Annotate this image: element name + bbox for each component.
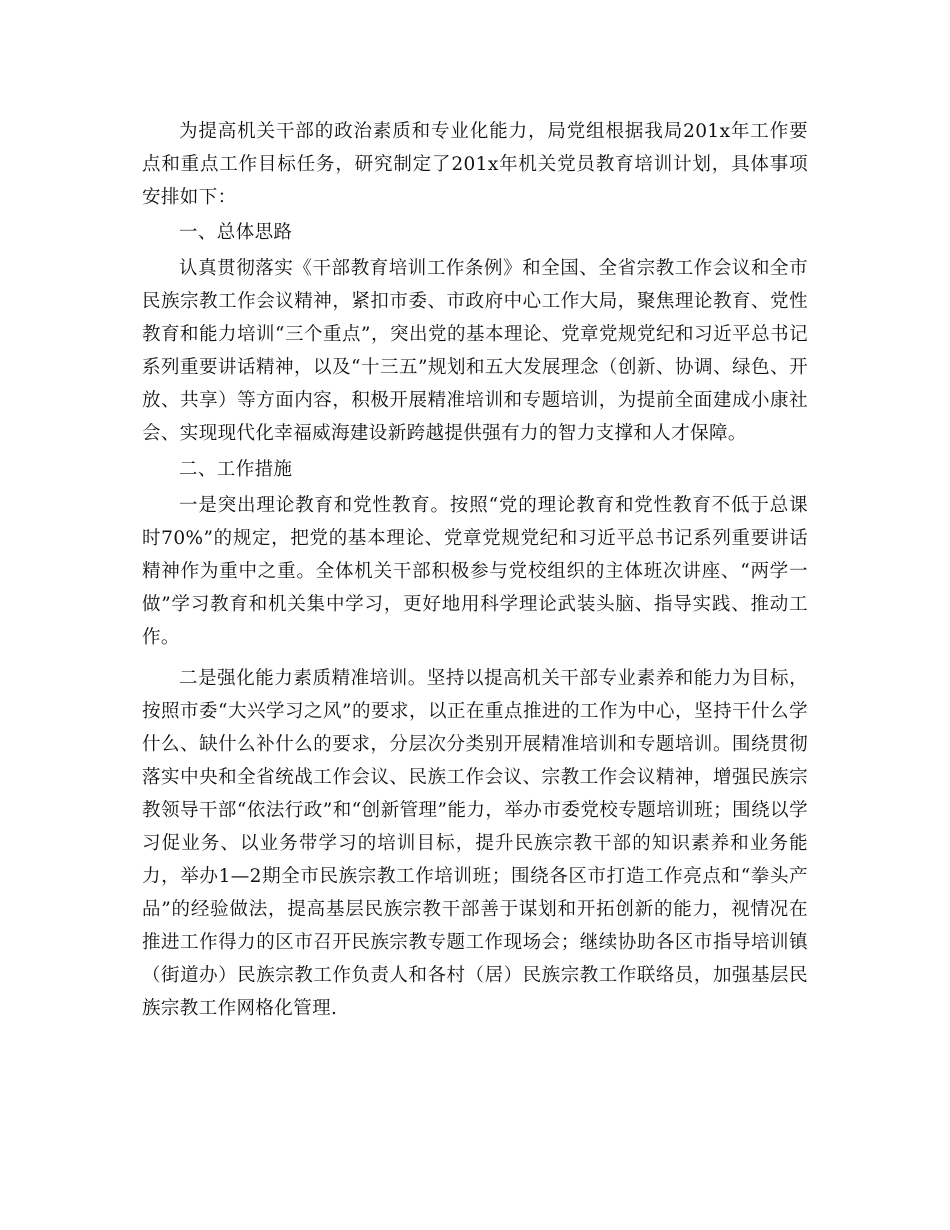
overall-approach-paragraph: 认真贯彻落实《干部教育培训工作条例》和全国、全省宗教工作会议和全市民族宗教工作会议精神，紧扣市委、市政府中心工作大局，聚焦理论教育、党性教育和能力培训“三个重点”，突出党的基本理论、党章党规党纪和习近平总书记系列重要讲话精神，以及“十三五”规划和五大发展理念（创新、协调、绿色、开放、共享）等方面内容，积极开展精准培训和专题培训，为提前全面建成小康社会、实现现代化幸福威海建设新跨越提供强有力的智力支撑和人才保障。 [142, 258, 808, 444]
measure-theory-education-paragraph: 一是突出理论教育和党性教育。按照“党的理论教育和党性教育不低于总课时70%”的规定，把党的基本理论、党章党规党纪和习近平总书记系列重要讲话精神作为重中之重。全体机关干部积极参与党校组织的主体班次讲座、“两学一做”学习教育和机关集中学习，更好地用科学理论武装头脑、指导实践、推动工作。 [142, 495, 808, 648]
section-heading-overall-approach: 一、总体思路 [179, 222, 293, 243]
measure-capability-training-paragraph: 二是强化能力素质精准培训。坚持以提高机关干部专业素养和能力为目标，按照市委“大兴学习之风”的要求，以正在重点推进的工作为中心，坚持干什么学什么、缺什么补什么的要求，分层次分类别开展精准培训和专题培训。围绕贯彻落实中央和全省统战工作会议、民族工作会议、宗教工作会议精神，增强民族宗教领导干部“依法行政”和“创新管理”能力，举办市委党校专题培训班；围绕以学习促业务、以业务带学习的培训目标，提升民族宗教干部的知识素养和业务能力，举办1—2期全市民族宗教工作培训班；围绕各区市打造工作亮点和“拳头产品”的经验做法，提高基层民族宗教干部善于谋划和开拓创新的能力，视情况在推进工作得力的区市召开民族宗教专题工作现场会；继续协助各区市指导培训镇（街道办）民族宗教工作负责人和各村（居）民族宗教工作联络员，加强基层民族宗教工作网格化管理. [142, 668, 808, 1019]
intro-paragraph: 为提高机关干部的政治素质和专业化能力，局党组根据我局201x年工作要点和重点工作目标任务，研究制定了201x年机关党员教育培训计划，具体事项安排如下： [142, 121, 808, 208]
section-heading-work-measures: 二、工作措施 [179, 459, 293, 480]
document-body [142, 115, 808, 1025]
